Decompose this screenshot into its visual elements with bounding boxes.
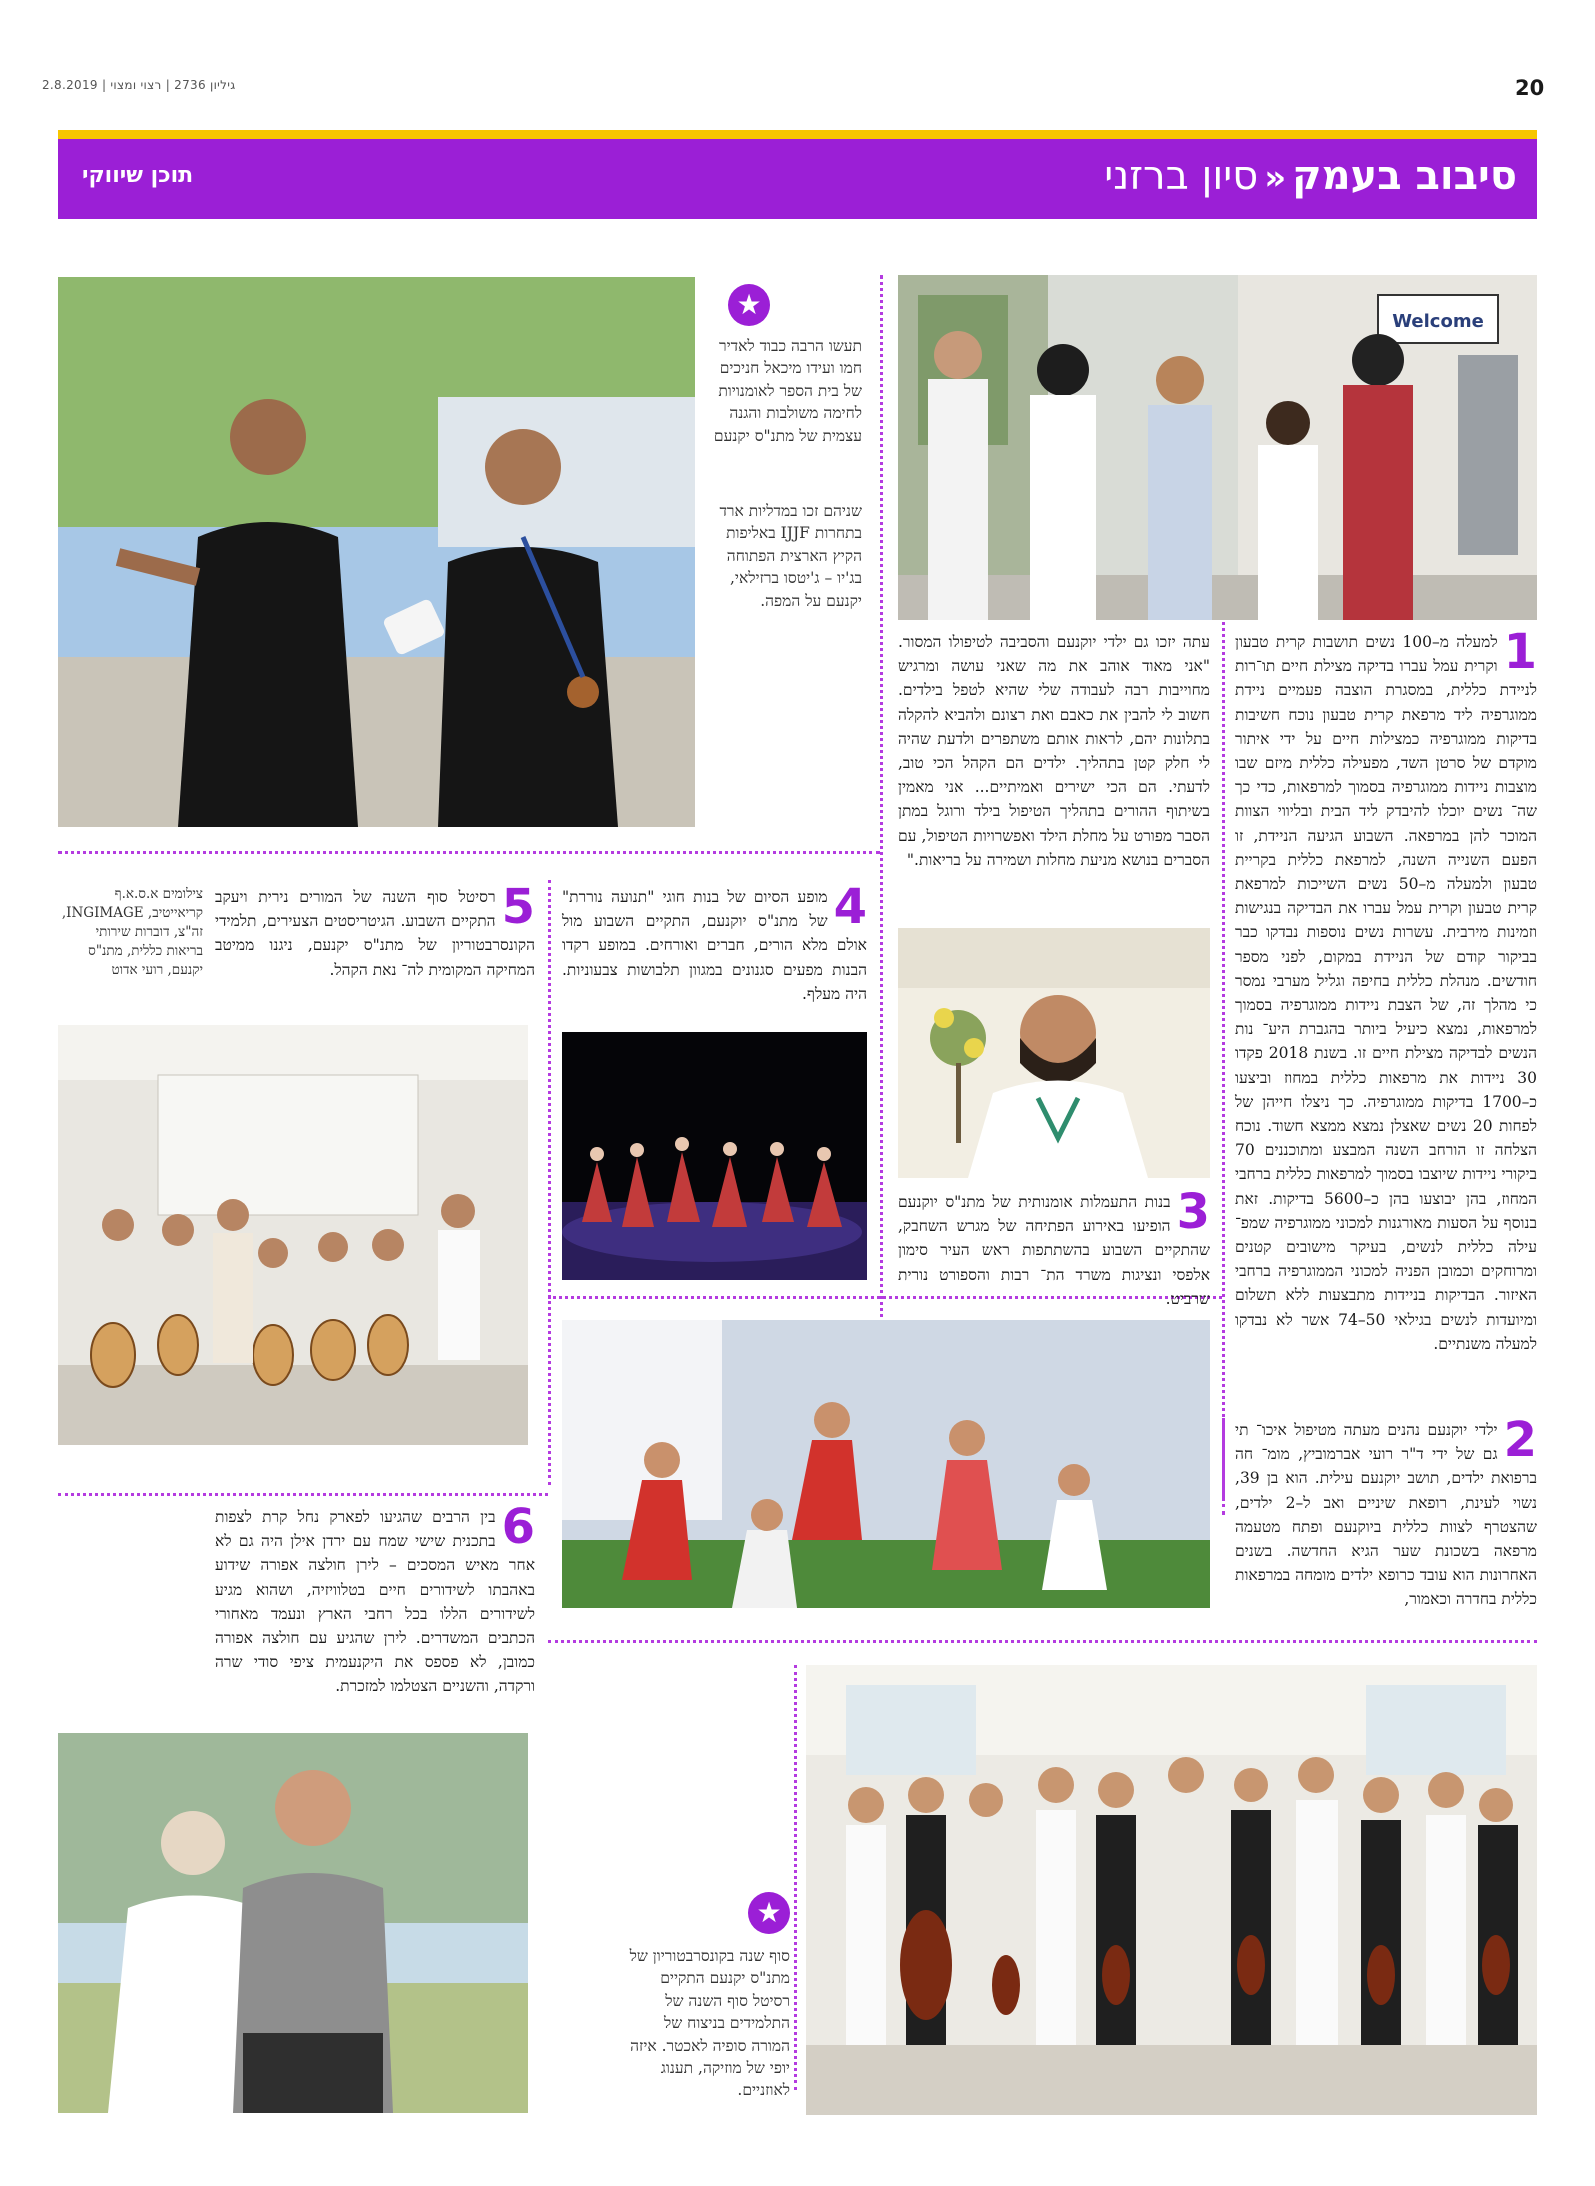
- divider-horizontal-4: [548, 1640, 1537, 1643]
- story-2-text: ילדי יוקנעם נהנים מעתה מטיפול איכו־ תי גם של ידי ד"ר רועי אברמוביץ, מומ־ חה ברפואת ילדים, תושב יוקנעם עילית. הוא בן 39, נשוי לעינת, רופאת שיניים ואב ל–2 ילדים, שהצטרף לצוות כללית ביוקנעם ופתח מטעמה מרפאה בשכונת שער הגיא החדשה. בשנים האחרונות הוא עובד כרופא ילדים מומחה במרפאות כללית בחדרה וכאמור,: [1235, 1421, 1537, 1609]
- star-top-text-1: תעשו הרבה כבוד לאדיר חמו ועידו מיכאל חניכים של בית הספר לאומנויות לחימה משולבות והגנה עצמית של מתנ"ס יקנעם: [713, 337, 862, 445]
- photo-park-selfie: [58, 1733, 528, 2113]
- story-1-continued: עתה יזכו גם ילדי יוקנעם והסביבה לטיפולו המסור. "אני מאוד אוהב את מה שאני עושה ומרגיש מחוייבות רבה לעבודה שלי שהיא לטפל בילדים. חשוב לי להבין את כאבם ואת רצונם ולהביא להקלה בתלונות יהם, לראות אותם משתפרים ולדעת שהיה לי חלק קטן בתהליך. ילדים הם הקהל הכי טוב, לדעתי. הם הכי ישירים ואמיתיים... אני מאמין בשיתוף ההורים בתהליך הטיפול בילד ורוגל במתן הסבר מפורט על מחלת הילד ואפשרויות הטיפול, עם הסברים בנושא מניעת מחלות ושמירה על בריאות.": [898, 633, 1210, 869]
- sponsored-label: תוכן שיווקי: [82, 163, 194, 188]
- story-4-text: מופע הסיום של בנות חוגי "תנועה נוררת" של מתנ"ס יוקנעם, התקיים השבוע מול אולם מלא הורים, חברים ואורחים. במופע רקדו הבנות מפעים סגנונים במגוון תלבושות צבעוניות. היה מעלף.: [562, 888, 867, 1003]
- story-5-text: רסיטל סוף השנה של המורים נירית ויעקב התקיים השבוע. הגיטריסטים הצעירים, תלמידי הקונסרבטוריון של מתנ"ס יקנעם, ניגנו ממיטב המחיקה המקומית לה־ נאת הקהל.: [215, 888, 535, 979]
- divider-vertical-bottom: [794, 1665, 797, 2090]
- story-1-number: 1: [1503, 624, 1537, 680]
- divider-vertical-lower: [1222, 1418, 1225, 1498]
- photo-gymnastics-performance: [562, 1320, 1210, 1608]
- story-6-number: 6: [501, 1499, 535, 1555]
- photo-guitar-recital: [58, 1025, 528, 1445]
- story-2-number: 2: [1503, 1412, 1537, 1468]
- banner-title: [1104, 153, 1517, 199]
- star-top-text-2: שניהם זכו במדליות ארד בתחרות IJJF באליפות הקיץ הארצית הפתוחה בג'יו – ג'יטסו ברזילאי, יקנעם על המפה.: [719, 502, 862, 610]
- section-name: סיבוב בעמק: [1292, 153, 1517, 199]
- photo-jiu-jitsu-medalists: [58, 277, 695, 827]
- divider-vertical-mid: [548, 880, 551, 1485]
- story-1: [1235, 624, 1538, 1450]
- story-1-text: למעלה מ–100 נשים תושבות קרית טבעון וקרית עמל עברו בדיקה מצילת חיים תו־רות לניידת כללית, במסגרת הוצבה פעמיים ניידת ממוגרפיה ליד מרפאת קרית טבעון נוכח חשיבות בדיקות ממוגרפיה כמצילות חיים על ידי איתור מוקדם של סרטן השד, מפעילה כללית מיזם שבו מוצבות ניידות ממוגרפיה בסמוך למרפאות, כדי כך שה־ נשים יוכלו להיבדק ליד הבית ובליווי הצוות המוכר להן במרפאה. השבוע הגיעה הניידת, זו הפעם השנייה השנה, למרפאת כללית בקריית טבעון ולמעלה מ–50 נשים השייכות למרפאת קרית טבעון וקרית עמל עברו את הבדיקה בנגישות וזמינות מירבית. עשרות נשים נוספות נבדקו כבר בביקור קודם של הניידת במקום, לפני מספר חודשים. מנהלת כללית בחיפה וגליל מערבי נמסר כי מהלך זה, של הצבת ניידות ממוגרפיה בסמוך למרפאות, נמצא כיעיל ביותר בהגברת היע־ נות הנשים לבדיקה מצילת חיים זו. בשנת 2018 פקדו 30 ניידות את מרפאות כללית במחוז וביצעו כ–1700 בדיקות ממוגרפיה. כך ניצלו חייהן של לפחות 20 נשים שאצלן נמצא ממצא חשוד. נוכח הצלחה זו הורחב השנה המבצע ומתוכננים 70 ביקורי ניידות שיוצבו בסמוך למרפאות כללית ברחבי המחוז, בהן יבוצעו בהן כ–5600 בדיקות. זאת בנוסף על הסעות מאורגנות למכוני ממוגרפיה שמפ־ עילה כללית לנשים, בעיקר מישובים קטנים ומרוחקים וכמובן הפניה למכוני הממוגרפיה ברחבי האיזור. הבדיקות בניידות מתבצעות ללא תשלום ומיועדות לנשים בגילאי 50–74 אשר לא נבדקו למעלה משנתיים.: [1235, 633, 1538, 1353]
- story-6: [215, 1499, 535, 1715]
- chevron-icon: «: [1264, 158, 1287, 198]
- photo-dance-recital: [562, 1032, 867, 1280]
- story-5: [215, 879, 535, 1015]
- star-icon: ★: [728, 284, 770, 326]
- photo-mammography-team: [898, 275, 1537, 620]
- author-name: סיון ברזני: [1104, 153, 1259, 199]
- divider-vertical-story1: [1222, 615, 1225, 1515]
- divider-horizontal-1: [58, 851, 880, 854]
- star-bottom-text: סוף שנה בקונסרבטוריון של מתנ"ס יקנעם התקיים רסיטל סוף השנה של התלמידים בניצוח של המורה סופיה לאכטר. איזה יופי של מוזיקה, תענוג לאוזניים.: [629, 1947, 790, 2100]
- welcome-sign-text: Welcome: [1392, 311, 1484, 332]
- story-4: [562, 879, 867, 1015]
- story-6-text: בין הרבים שהגיעו לפארק נחל קרת לצפות בתכנית שישי שמח עם ירדן אילן היה גם לא אחר מאיש המסכים – לירן חולצה אפורה שידוע באהבתו לשידורים חיים בטלוויזיה, ושהוא מגיע לשידורים הללו בכל רחבי הארץ ונעמד מאחורי הכתבים המשדרים. לירן שהגיע עם חולצה אפורה כמובן, לא פספס את היקנעמית ציפי סודי שרה ורקדה, והשניים הצטלמו למזכרת.: [215, 1508, 535, 1696]
- story-2: [1235, 1412, 1537, 1628]
- story-3: [898, 1184, 1210, 1310]
- story-3-text: בנות התעמלות אומנותית של מתנ"ס יוקנעם הופיעו באירוע הפתיחה של מגרש השחבק, שהתקיים השבוע בהשתתפות ראש העיר סימון אלפסי ונציגות משרד הת־ רבות והספורט נורית שרביט.: [898, 1193, 1210, 1308]
- photo-conservatory-recital: [806, 1665, 1537, 2115]
- banner-accent-bar: [58, 130, 1537, 139]
- star-icon-bottom: ★: [748, 1892, 790, 1934]
- story-3-number: 3: [1176, 1184, 1210, 1240]
- story-5-number: 5: [501, 879, 535, 935]
- photo-credits: צילומים א.ס.א.ף קריאייטיב, INGIMAGE, זה"צ, דוברות שירותי בריאות כללית, מתנ"ס יקנעם, רועי אדוט: [61, 886, 203, 978]
- story-4-number: 4: [833, 879, 867, 935]
- issue-info: 2.8.2019 | גיליון 2736 | רצוי ומצוי: [42, 78, 236, 92]
- divider-horizontal-3: [58, 1493, 548, 1496]
- page-number: 20: [1515, 76, 1545, 100]
- section-banner: [58, 139, 1537, 219]
- photo-doctor: [898, 928, 1210, 1178]
